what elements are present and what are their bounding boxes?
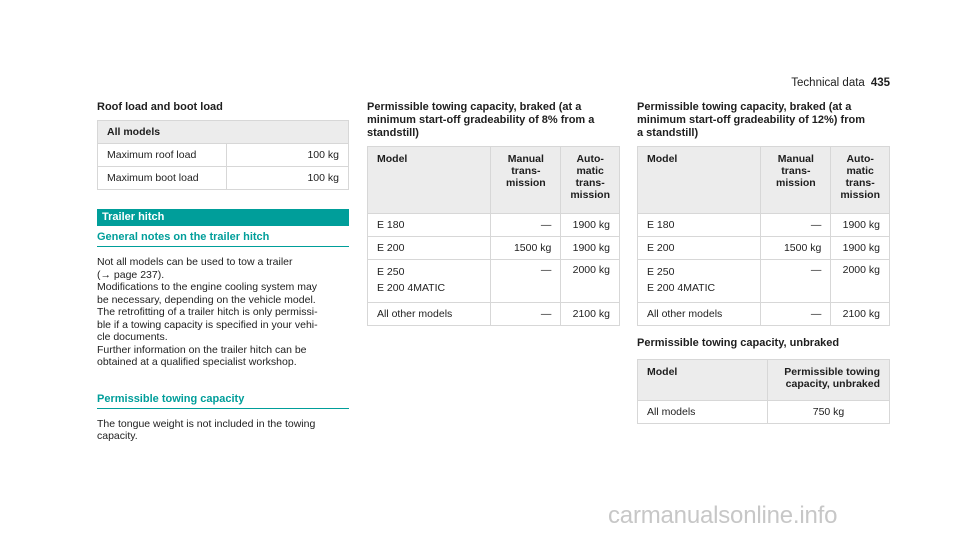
cell-manual: — — [491, 260, 561, 303]
cell-auto: 1900 kg — [561, 237, 620, 260]
cell-manual: — — [761, 303, 831, 326]
roof-load-table-heading: All models — [98, 121, 349, 144]
cell-auto: 2100 kg — [831, 303, 890, 326]
cell-manual: 1500 kg — [491, 237, 561, 260]
paragraph-line: The retrofitting of a trailer hitch is only permissi- — [97, 306, 318, 318]
column-right — [637, 101, 890, 424]
cell-manual: — — [761, 260, 831, 303]
title-line: minimum start-off gradeability of 8% from a — [367, 114, 595, 126]
cell-auto: 2000 kg — [831, 260, 890, 303]
cell-model: All other models — [368, 303, 491, 326]
cell-model: E 180 — [368, 214, 491, 237]
general-notes-title: General notes on the trailer hitch — [97, 231, 349, 247]
cell-auto: 2100 kg — [561, 303, 620, 326]
col-automatic: Auto- matic trans- mission — [831, 147, 890, 214]
paragraph-line: cle documents. — [97, 331, 168, 343]
roof-load-title: Roof load and boot load — [97, 101, 223, 113]
cell-auto: 1900 kg — [831, 237, 890, 260]
cell-auto: 2000 kg — [561, 260, 620, 303]
paragraph-line: Modifications to the engine cooling system may — [97, 281, 318, 293]
roof-load-table — [97, 120, 349, 190]
cell-manual: 1500 kg — [761, 237, 831, 260]
unbraked-table — [637, 359, 890, 424]
table-row — [368, 237, 620, 260]
table-row — [368, 260, 620, 303]
page-reference-link[interactable]: (→ page 237). — [97, 268, 165, 281]
title-line: minimum start-off gradeability of 12%) from — [637, 114, 865, 126]
permissible-towing-body — [97, 418, 349, 443]
roof-load-value: 100 kg — [227, 144, 349, 167]
permissible-towing-title: Permissible towing capacity — [97, 393, 349, 409]
table-row — [638, 214, 890, 237]
cell-manual: — — [491, 214, 561, 237]
section-name: Technical data — [791, 77, 865, 89]
table-row — [368, 303, 620, 326]
column-middle — [367, 101, 620, 326]
trailer-hitch-bar: Trailer hitch — [97, 209, 349, 226]
page-number: 435 — [870, 77, 890, 89]
cell-auto: 1900 kg — [831, 214, 890, 237]
paragraph-line: obtained at a qualified specialist workshop. — [97, 356, 297, 368]
col-manual: Manual trans- mission — [491, 147, 561, 214]
col-model: Model — [638, 147, 761, 214]
paragraph-line: Further information on the trailer hitch can be — [97, 343, 307, 356]
cell-model: E 200 — [638, 237, 761, 260]
paragraph-tow-note: Not all models can be used to tow a trailer — [97, 256, 293, 268]
cell-model: E 250 E 200 4MATIC — [368, 260, 491, 303]
watermark: carmanualsonline.info — [608, 502, 838, 529]
col-model: Model — [638, 360, 768, 401]
table-row — [98, 144, 349, 167]
title-line: Permissible towing capacity, braked (at a — [637, 101, 852, 113]
table-row — [368, 214, 620, 237]
paragraph-line: be necessary, depending on the vehicle model. — [97, 293, 316, 306]
cell-model: E 180 — [638, 214, 761, 237]
braked-8-table — [367, 146, 620, 326]
cell-auto: 1900 kg — [561, 214, 620, 237]
cell-model: All models — [638, 401, 768, 424]
cell-manual: — — [761, 214, 831, 237]
table-row — [638, 303, 890, 326]
paragraph-line: capacity. — [97, 430, 138, 442]
col-automatic: Auto- matic trans- mission — [561, 147, 620, 214]
table-row — [638, 401, 890, 424]
boot-load-value: 100 kg — [227, 167, 349, 190]
braked-8-title — [367, 101, 620, 140]
title-line: a standstill) — [637, 127, 699, 139]
boot-load-label: Maximum boot load — [98, 167, 227, 190]
braked-12-title — [637, 101, 890, 140]
running-header — [791, 77, 890, 89]
col-unbraked-capacity: Permissible towing capacity, unbraked — [768, 360, 890, 401]
paragraph-line: ble if a towing capacity is specified in your vehi- — [97, 318, 318, 331]
cell-manual: — — [491, 303, 561, 326]
table-row — [638, 260, 890, 303]
title-line: Permissible towing capacity, braked (at a — [367, 101, 582, 113]
paragraph-line: The tongue weight is not included in the towing — [97, 417, 316, 430]
col-manual: Manual trans- mission — [761, 147, 831, 214]
unbraked-title: Permissible towing capacity, unbraked — [637, 337, 840, 349]
table-row — [638, 237, 890, 260]
cell-model: E 250 E 200 4MATIC — [638, 260, 761, 303]
braked-12-table — [637, 146, 890, 326]
cell-value: 750 kg — [768, 401, 890, 424]
cell-model: All other models — [638, 303, 761, 326]
table-row — [98, 167, 349, 190]
col-model: Model — [368, 147, 491, 214]
general-notes-body — [97, 256, 349, 369]
cell-model: E 200 — [368, 237, 491, 260]
title-line: standstill) — [367, 127, 419, 139]
column-left — [97, 101, 349, 443]
roof-load-label: Maximum roof load — [98, 144, 227, 167]
